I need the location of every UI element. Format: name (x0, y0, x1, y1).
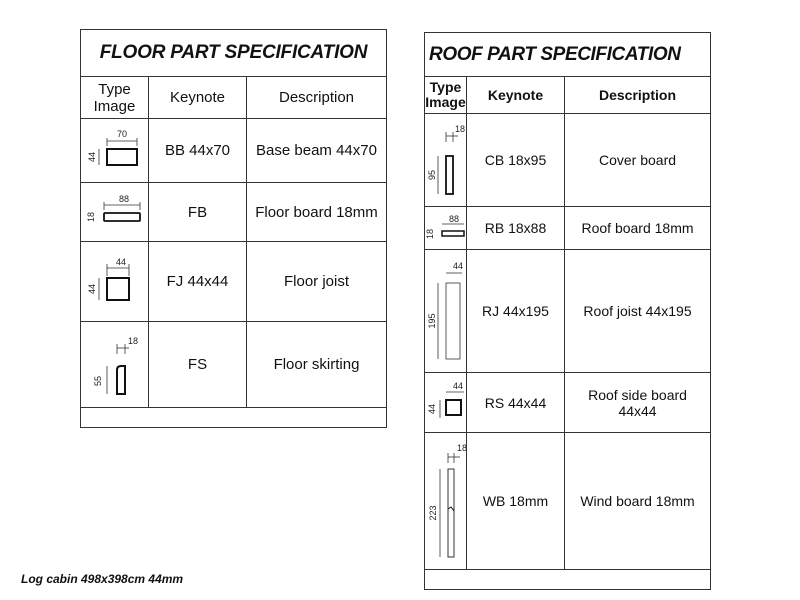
keynote-cell: FJ 44x44 (149, 242, 247, 322)
wind-board-width-label: 18 (456, 443, 467, 453)
keynote-cell: RB 18x88 (467, 207, 565, 250)
roof-board-width-label: 88 (448, 214, 459, 224)
floor-joist-height-label: 44 (86, 283, 97, 294)
roof-header-type: Type Image (425, 77, 467, 114)
floor-board-height-label: 18 (85, 211, 96, 223)
keynote-cell: FS (149, 322, 247, 408)
description-cell: Wind board 18mm (565, 433, 711, 570)
floor-board-width-label: 88 (118, 194, 129, 204)
floor-board-profile-icon (81, 183, 149, 242)
description-cell: Cover board (565, 114, 711, 207)
base-beam-height-label: 44 (86, 151, 97, 162)
floor-table-title: FLOOR PART SPECIFICATION (81, 30, 387, 77)
keynote-cell: WB 18mm (467, 433, 565, 570)
wind-board-profile-icon (425, 433, 467, 570)
roof-header-keynote: Keynote (467, 77, 565, 114)
cover-board-width-label: 18 (454, 124, 465, 134)
base-beam-profile-icon (81, 119, 149, 183)
floor-joist-profile-icon (81, 242, 149, 322)
document-footer-caption: Log cabin 498x398cm 44mm (21, 572, 184, 586)
description-cell: Floor skirting (247, 322, 387, 408)
floor-header-type: Type Image (81, 77, 149, 119)
floor-skirting-width-label: 18 (127, 335, 138, 346)
floor-skirting-profile-icon (81, 322, 149, 408)
keynote-cell: CB 18x95 (467, 114, 565, 207)
wind-board-height-label: 223 (427, 505, 438, 521)
base-beam-width-label: 70 (116, 128, 127, 139)
roof-joist-profile-icon (425, 250, 467, 373)
description-cell: Base beam 44x70 (247, 119, 387, 183)
roof-table-title: ROOF PART SPECIFICATION (425, 33, 711, 77)
description-cell: Roof joist 44x195 (565, 250, 711, 373)
floor-table-empty-row (81, 408, 387, 428)
keynote-cell: RS 44x44 (467, 373, 565, 433)
keynote-cell: BB 44x70 (149, 119, 247, 183)
roof-side-board-height-label: 44 (426, 403, 437, 414)
roof-side-board-profile-icon (425, 373, 467, 433)
description-cell: Roof side board 44x44 (565, 373, 711, 433)
floor-header-description: Description (247, 77, 387, 119)
description-cell: Floor joist (247, 242, 387, 322)
keynote-cell: RJ 44x195 (467, 250, 565, 373)
description-cell: Floor board 18mm (247, 183, 387, 242)
floor-skirting-height-label: 55 (92, 375, 103, 386)
floor-joist-width-label: 44 (115, 256, 126, 267)
roof-table-empty-row (425, 570, 711, 590)
roof-board-height-label: 18 (424, 228, 435, 240)
roof-board-profile-icon (425, 207, 467, 250)
roof-joist-height-label: 195 (426, 313, 437, 329)
keynote-cell: FB (149, 183, 247, 242)
floor-spec-table (80, 29, 387, 428)
cover-board-profile-icon (425, 114, 467, 207)
roof-spec-table (424, 32, 711, 590)
roof-side-board-width-label: 44 (452, 380, 463, 391)
roof-joist-width-label: 44 (452, 261, 463, 271)
cover-board-height-label: 95 (426, 169, 437, 181)
description-cell: Roof board 18mm (565, 207, 711, 250)
roof-header-description: Description (565, 77, 711, 114)
floor-header-keynote: Keynote (149, 77, 247, 119)
